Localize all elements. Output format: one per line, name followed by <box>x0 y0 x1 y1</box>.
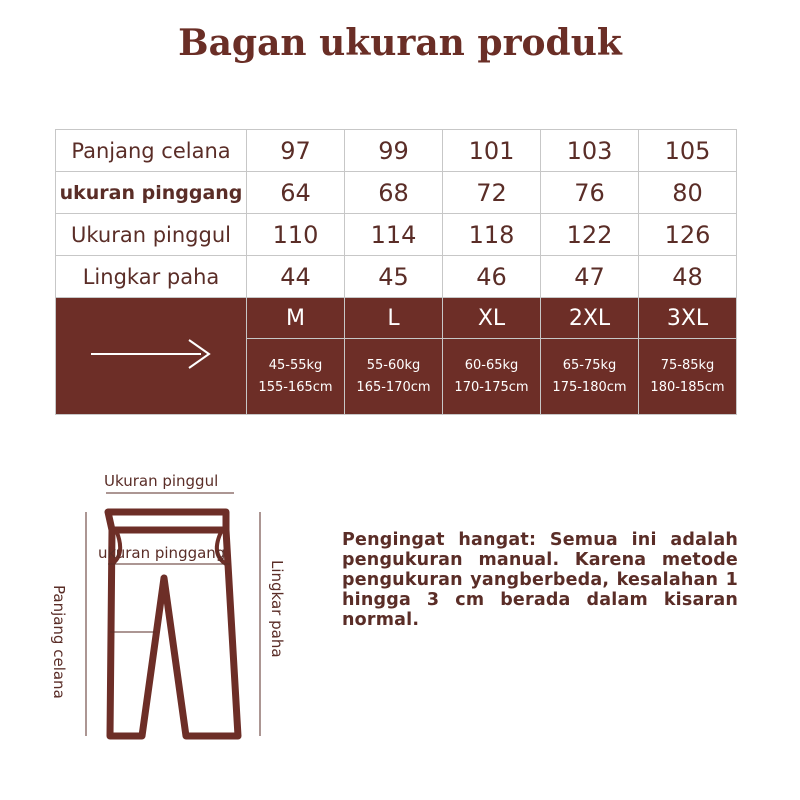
pants-diagram <box>50 468 300 768</box>
fit-cell <box>541 339 639 415</box>
size-label: M <box>247 298 345 339</box>
cell: 118 <box>443 214 541 256</box>
cell: 68 <box>345 172 443 214</box>
cell: 126 <box>639 214 737 256</box>
cell: 99 <box>345 130 443 172</box>
cell: 114 <box>345 214 443 256</box>
fit-height: 155-165cm <box>258 379 333 395</box>
cell: 64 <box>247 172 345 214</box>
table-row <box>56 130 737 172</box>
cell: 80 <box>639 172 737 214</box>
fit-weight: 65-75kg <box>562 357 617 373</box>
measurement-notice: Pengingat hangat: Semua ini adalah pengukuran manual. Karena metode pengukuran yangberbeda, kesalahan 1 hingga 3 cm berada dalam kisaran normal. <box>342 530 738 630</box>
row-label-thigh: Lingkar paha <box>56 256 247 298</box>
size-label: L <box>345 298 443 339</box>
fit-weight: 55-60kg <box>366 357 421 373</box>
cell: 97 <box>247 130 345 172</box>
cell: 46 <box>443 256 541 298</box>
fit-height: 180-185cm <box>650 379 725 395</box>
cell: 101 <box>443 130 541 172</box>
size-label: 3XL <box>639 298 737 339</box>
fit-cell <box>345 339 443 415</box>
table-row <box>56 172 737 214</box>
size-chart-table <box>55 129 737 415</box>
waist-label: ukuran pinggang <box>98 544 226 562</box>
cell: 76 <box>541 172 639 214</box>
fit-weight: 60-65kg <box>464 357 519 373</box>
arrow-cell <box>56 298 247 415</box>
size-label: XL <box>443 298 541 339</box>
cell: 48 <box>639 256 737 298</box>
fit-height: 170-175cm <box>454 379 529 395</box>
table-row <box>56 214 737 256</box>
thigh-label: Lingkar paha <box>268 560 286 658</box>
table-row <box>56 256 737 298</box>
hip-label: Ukuran pinggul <box>104 472 219 490</box>
row-label-length: Panjang celana <box>56 130 247 172</box>
page-title: Bagan ukuran produk <box>178 22 622 64</box>
cell: 103 <box>541 130 639 172</box>
size-label: 2XL <box>541 298 639 339</box>
row-label-waist: ukuran pinggang <box>56 172 247 214</box>
size-row <box>56 298 737 339</box>
fit-cell <box>443 339 541 415</box>
cell: 72 <box>443 172 541 214</box>
length-label: Panjang celana <box>50 585 68 699</box>
cell: 45 <box>345 256 443 298</box>
fit-height: 175-180cm <box>552 379 627 395</box>
cell: 47 <box>541 256 639 298</box>
cell: 105 <box>639 130 737 172</box>
fit-weight: 75-85kg <box>660 357 715 373</box>
fit-weight: 45-55kg <box>268 357 323 373</box>
fit-cell <box>247 339 345 415</box>
pants-illustration <box>60 468 300 768</box>
row-label-hip: Ukuran pinggul <box>56 214 247 256</box>
cell: 122 <box>541 214 639 256</box>
cell: 44 <box>247 256 345 298</box>
fit-height: 165-170cm <box>356 379 431 395</box>
fit-cell <box>639 339 737 415</box>
cell: 110 <box>247 214 345 256</box>
arrow-right-icon <box>81 334 221 374</box>
